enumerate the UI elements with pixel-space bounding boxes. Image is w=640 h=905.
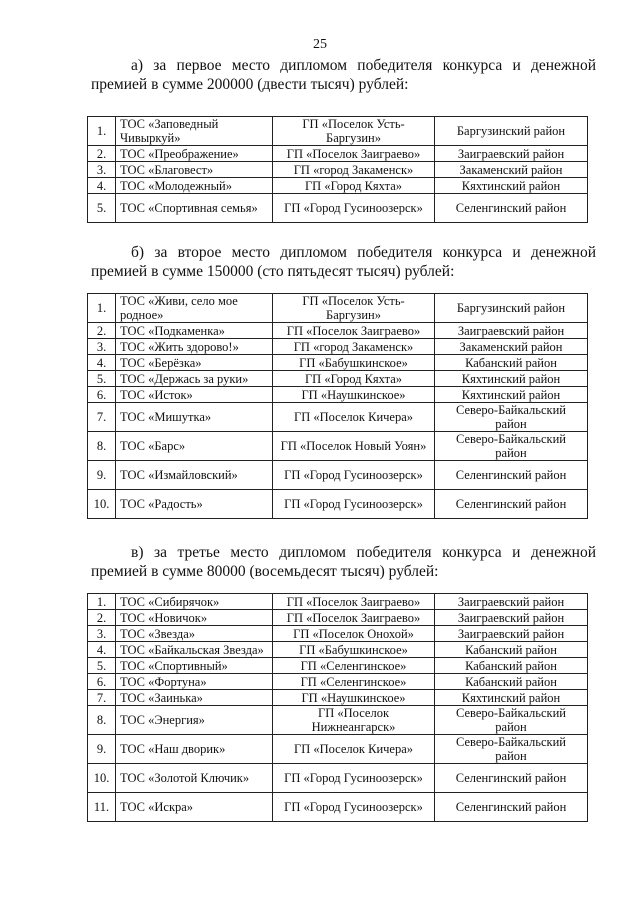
row-number: 2. (88, 323, 116, 339)
table-row (88, 323, 588, 339)
settlement-name: ГП «город Закаменск» (273, 162, 435, 178)
district-name: Северо-Байкальский район (435, 706, 588, 735)
row-number: 5. (88, 371, 116, 387)
district-name: Кяхтинский район (435, 371, 588, 387)
table-row (88, 735, 588, 764)
district-name: Селенгинский район (435, 194, 588, 223)
table-body (88, 117, 588, 223)
tos-name: ТОС «Исток» (116, 387, 273, 403)
tos-name: ТОС «Искра» (116, 793, 273, 822)
row-number: 1. (88, 594, 116, 610)
tos-name: ТОС «Радость» (116, 490, 273, 519)
district-name: Баргузинский район (435, 117, 588, 146)
table-row (88, 194, 588, 223)
table-second-place (87, 293, 588, 519)
tos-name: ТОС «Байкальская Звезда» (116, 642, 273, 658)
table-first-place (87, 116, 588, 223)
tos-name: ТОС «Спортивная семья» (116, 194, 273, 223)
settlement-name: ГП «Поселок Заиграево» (273, 594, 435, 610)
row-number: 6. (88, 674, 116, 690)
district-name: Баргузинский район (435, 294, 588, 323)
row-number: 3. (88, 626, 116, 642)
table-row (88, 178, 588, 194)
district-name: Закаменский район (435, 339, 588, 355)
row-number: 8. (88, 432, 116, 461)
tos-name: ТОС «Подкаменка» (116, 323, 273, 339)
table-row (88, 162, 588, 178)
district-name: Заиграевский район (435, 146, 588, 162)
table-row (88, 403, 588, 432)
tos-name: ТОС «Сибирячок» (116, 594, 273, 610)
settlement-name: ГП «Поселок Заиграево» (273, 610, 435, 626)
settlement-name: ГП «Селенгинское» (273, 658, 435, 674)
district-name: Кабанский район (435, 674, 588, 690)
row-number: 4. (88, 355, 116, 371)
settlement-name: ГП «Поселок Онохой» (273, 626, 435, 642)
table-row (88, 432, 588, 461)
table-row (88, 490, 588, 519)
tos-name: ТОС «Молодежный» (116, 178, 273, 194)
tos-name: ТОС «Наш дворик» (116, 735, 273, 764)
row-number: 2. (88, 146, 116, 162)
district-name: Северо-Байкальский район (435, 735, 588, 764)
section-b-heading: б) за второе место дипломом победителя конкурса и денежной премией в сумме 150000 (сто пятьдесят тысяч) рублей: (91, 244, 596, 280)
district-name: Селенгинский район (435, 490, 588, 519)
tos-name: ТОС «Новичок» (116, 610, 273, 626)
tos-name: ТОС «Заповедный Чивыркуй» (116, 117, 273, 146)
settlement-name: ГП «Бабушкинское» (273, 355, 435, 371)
tos-name: ТОС «Держась за руки» (116, 371, 273, 387)
table-row (88, 610, 588, 626)
row-number: 2. (88, 610, 116, 626)
settlement-name: ГП «Город Гусиноозерск» (273, 461, 435, 490)
table-body (88, 294, 588, 519)
table-row (88, 355, 588, 371)
settlement-name: ГП «Наушкинское» (273, 387, 435, 403)
district-name: Селенгинский район (435, 793, 588, 822)
table-row (88, 117, 588, 146)
settlement-name: ГП «Поселок Заиграево» (273, 323, 435, 339)
settlement-name: ГП «Город Гусиноозерск» (273, 764, 435, 793)
row-number: 5. (88, 194, 116, 223)
tos-name: ТОС «Заинька» (116, 690, 273, 706)
tos-name: ТОС «Энергия» (116, 706, 273, 735)
table-row (88, 146, 588, 162)
district-name: Кяхтинский район (435, 387, 588, 403)
table-row (88, 371, 588, 387)
row-number: 8. (88, 706, 116, 735)
table-row (88, 793, 588, 822)
row-number: 7. (88, 690, 116, 706)
district-name: Селенгинский район (435, 764, 588, 793)
page-number: 25 (313, 37, 327, 52)
settlement-name: ГП «Поселок Новый Уоян» (273, 432, 435, 461)
settlement-name: ГП «Город Гусиноозерск» (273, 793, 435, 822)
table-row (88, 294, 588, 323)
row-number: 11. (88, 793, 116, 822)
row-number: 10. (88, 764, 116, 793)
row-number: 10. (88, 490, 116, 519)
row-number: 7. (88, 403, 116, 432)
district-name: Заиграевский район (435, 323, 588, 339)
settlement-name: ГП «Бабушкинское» (273, 642, 435, 658)
row-number: 3. (88, 162, 116, 178)
table-row (88, 339, 588, 355)
district-name: Кяхтинский район (435, 690, 588, 706)
table-row (88, 642, 588, 658)
district-name: Заиграевский район (435, 610, 588, 626)
row-number: 4. (88, 178, 116, 194)
district-name: Заиграевский район (435, 626, 588, 642)
settlement-name: ГП «Поселок Усть-Баргузин» (273, 117, 435, 146)
district-name: Кабанский район (435, 658, 588, 674)
table-row (88, 674, 588, 690)
tos-name: ТОС «Мишутка» (116, 403, 273, 432)
row-number: 4. (88, 642, 116, 658)
table-row (88, 387, 588, 403)
row-number: 1. (88, 117, 116, 146)
table-row (88, 764, 588, 793)
settlement-name: ГП «Город Гусиноозерск» (273, 194, 435, 223)
district-name: Селенгинский район (435, 461, 588, 490)
tos-name: ТОС «Золотой Ключик» (116, 764, 273, 793)
settlement-name: ГП «Поселок Заиграево» (273, 146, 435, 162)
table-row (88, 594, 588, 610)
tos-name: ТОС «Берёзка» (116, 355, 273, 371)
district-name: Северо-Байкальский район (435, 432, 588, 461)
tos-name: ТОС «Барс» (116, 432, 273, 461)
table-row (88, 706, 588, 735)
table-row (88, 690, 588, 706)
row-number: 9. (88, 735, 116, 764)
table-row (88, 626, 588, 642)
table-row (88, 461, 588, 490)
district-name: Кабанский район (435, 355, 588, 371)
district-name: Закаменский район (435, 162, 588, 178)
settlement-name: ГП «Поселок Усть-Баргузин» (273, 294, 435, 323)
tos-name: ТОС «Звезда» (116, 626, 273, 642)
settlement-name: ГП «Наушкинское» (273, 690, 435, 706)
section-c-heading: в) за третье место дипломом победителя конкурса и денежной премией в сумме 80000 (восемьдесят тысяч) рублей: (91, 544, 596, 580)
row-number: 1. (88, 294, 116, 323)
tos-name: ТОС «Благовест» (116, 162, 273, 178)
district-name: Заиграевский район (435, 594, 588, 610)
row-number: 6. (88, 387, 116, 403)
tos-name: ТОС «Измайловский» (116, 461, 273, 490)
table-body (88, 594, 588, 822)
tos-name: ТОС «Спортивный» (116, 658, 273, 674)
section-a-heading: а) за первое место дипломом победителя конкурса и денежной премией в сумме 200000 (двести тысяч) рублей: (91, 57, 596, 93)
row-number: 9. (88, 461, 116, 490)
district-name: Кабанский район (435, 642, 588, 658)
row-number: 5. (88, 658, 116, 674)
tos-name: ТОС «Жить здорово!» (116, 339, 273, 355)
table-third-place (87, 593, 588, 822)
row-number: 3. (88, 339, 116, 355)
settlement-name: ГП «Поселок Кичера» (273, 403, 435, 432)
tos-name: ТОС «Преображение» (116, 146, 273, 162)
tos-name: ТОС «Живи, село мое родное» (116, 294, 273, 323)
table-row (88, 658, 588, 674)
settlement-name: ГП «город Закаменск» (273, 339, 435, 355)
tos-name: ТОС «Фортуна» (116, 674, 273, 690)
settlement-name: ГП «Город Гусиноозерск» (273, 490, 435, 519)
settlement-name: ГП «Поселок Кичера» (273, 735, 435, 764)
settlement-name: ГП «Город Кяхта» (273, 178, 435, 194)
district-name: Северо-Байкальский район (435, 403, 588, 432)
settlement-name: ГП «Город Кяхта» (273, 371, 435, 387)
settlement-name: ГП «Селенгинское» (273, 674, 435, 690)
district-name: Кяхтинский район (435, 178, 588, 194)
settlement-name: ГП «Поселок Нижнеангарск» (273, 706, 435, 735)
